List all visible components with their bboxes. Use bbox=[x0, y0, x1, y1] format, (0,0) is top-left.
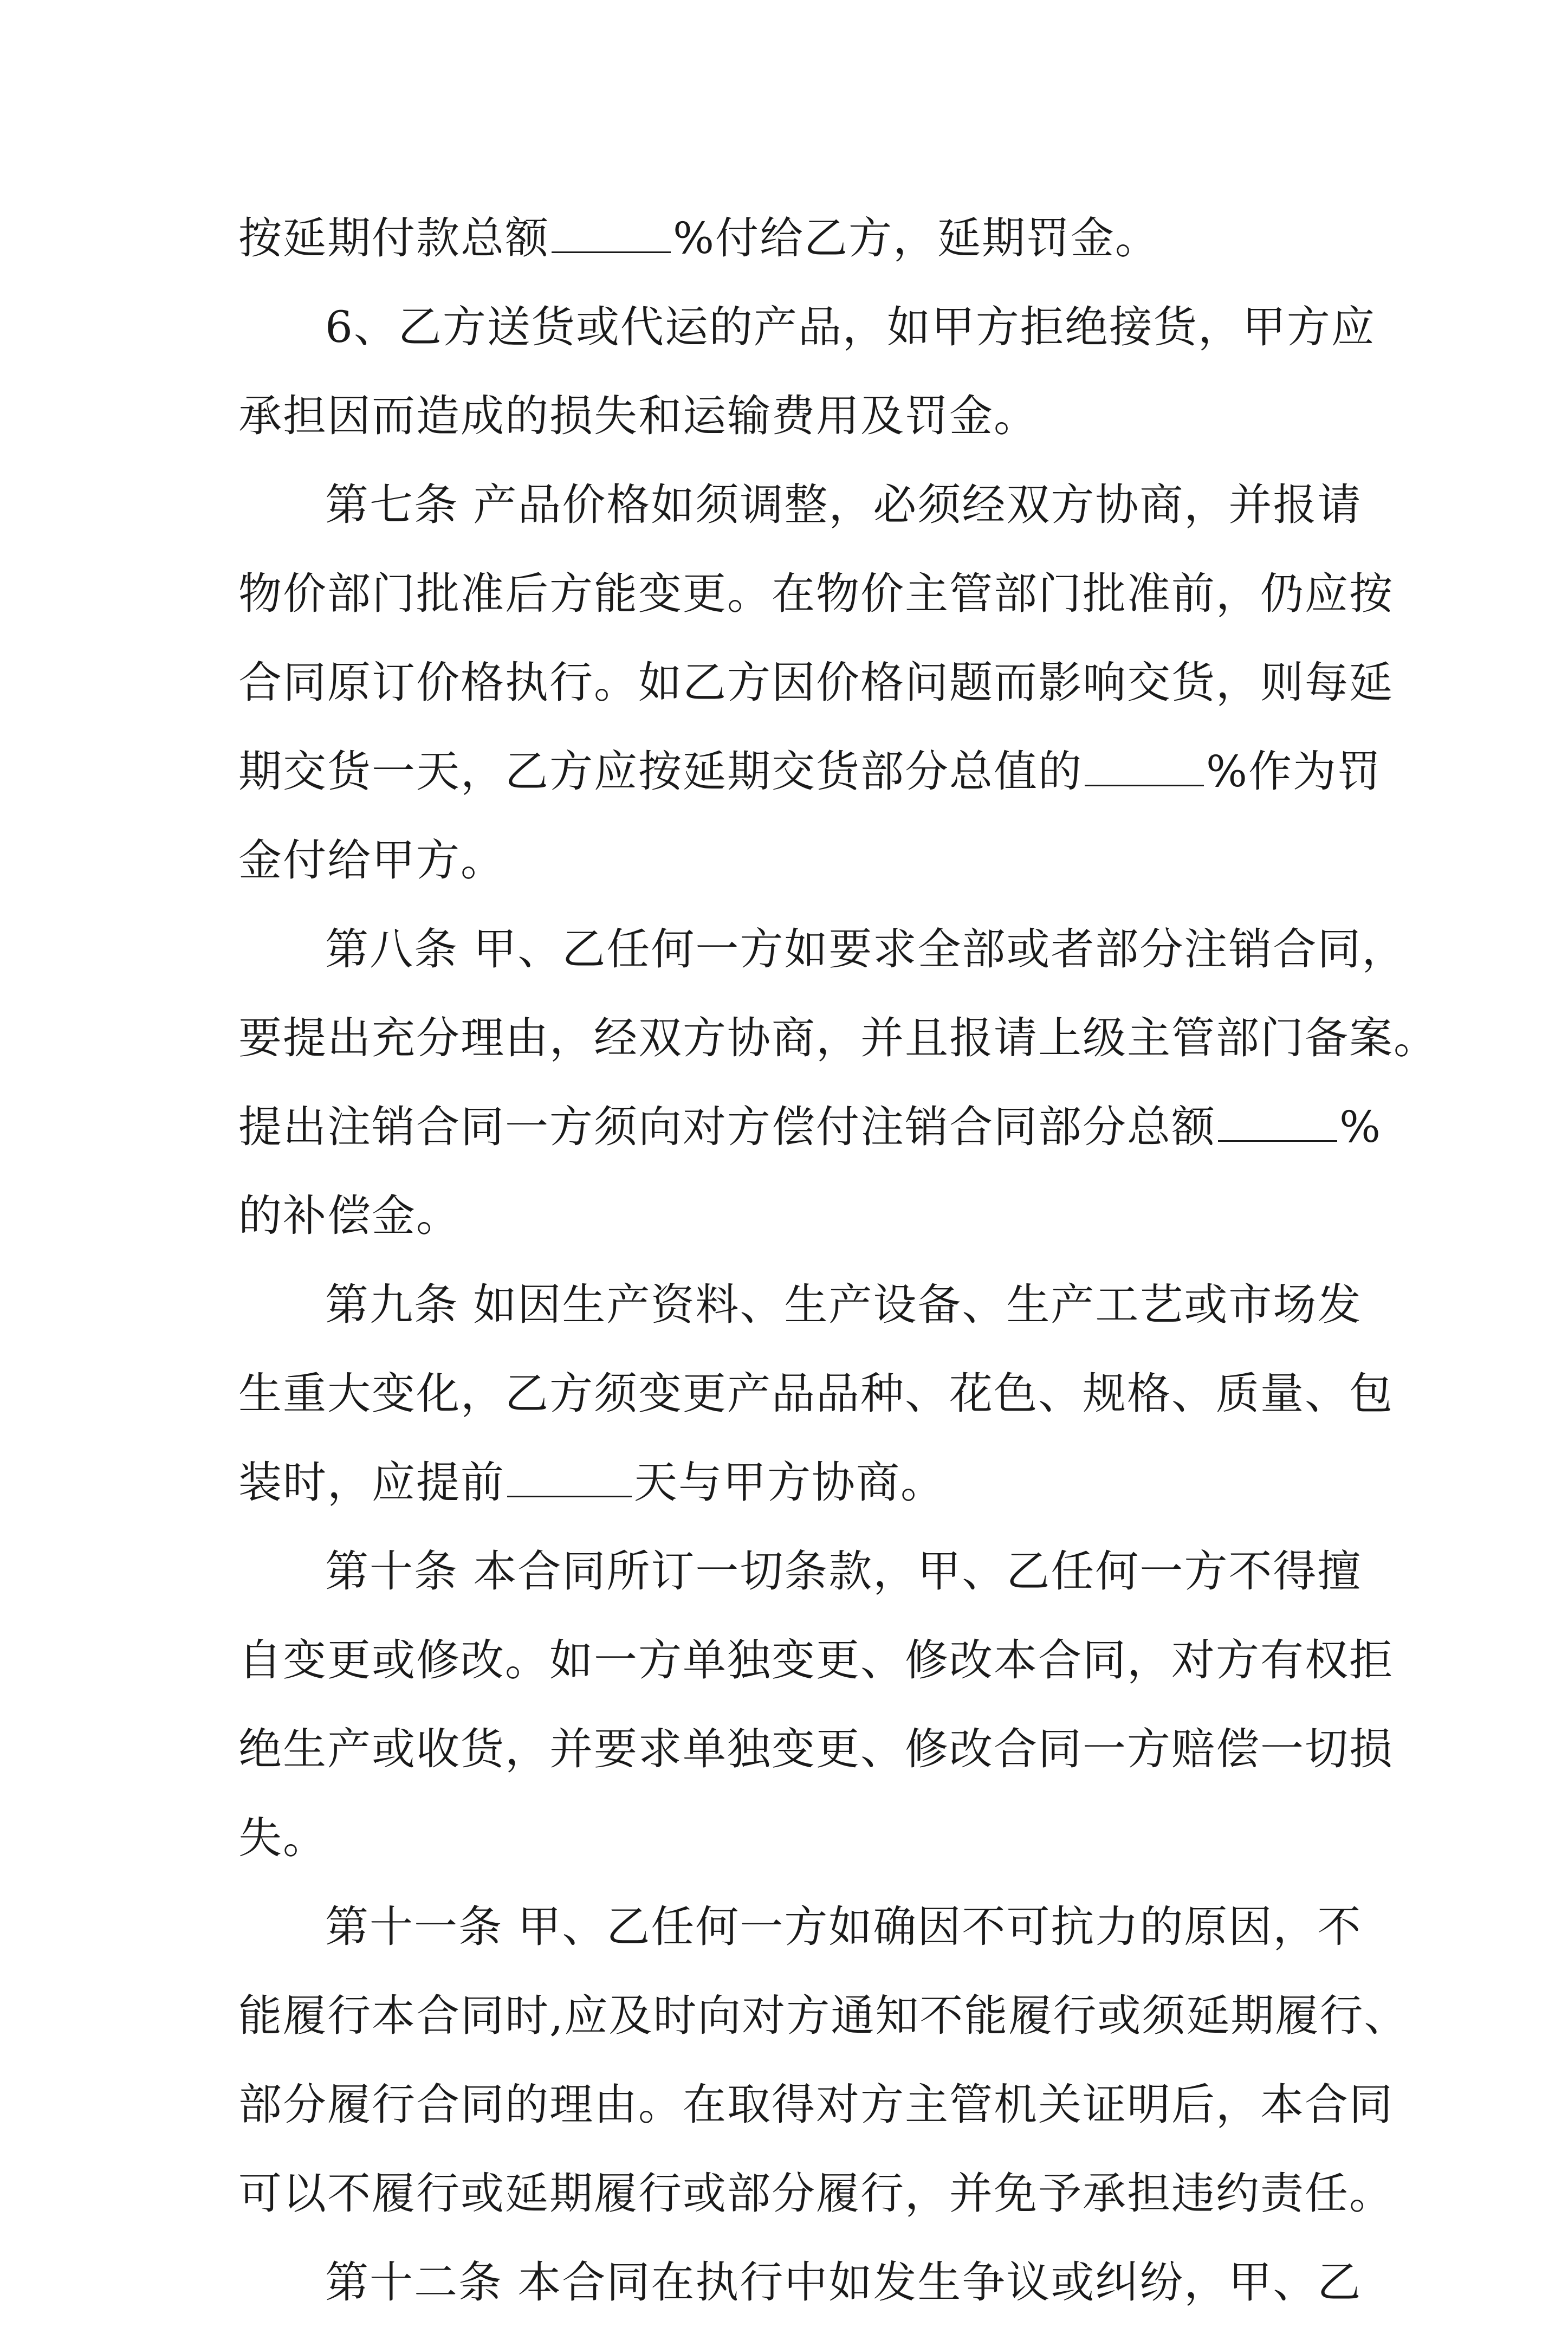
text-line: 可以不履行或延期履行或部分履行，并免予承担违约责任。 bbox=[238, 2168, 1394, 2219]
text-line: 金付给甲方。 bbox=[238, 835, 505, 885]
fill-in-blank bbox=[1218, 1102, 1337, 1142]
text-line: 失。 bbox=[238, 1813, 327, 1863]
text-line bbox=[238, 727, 1382, 816]
text-line bbox=[238, 194, 1344, 283]
text-line: 要提出充分理由，经双方协商，并且报请上级主管部门备案。 bbox=[238, 1013, 1438, 1063]
clause-heading-line: 第九条 如因生产资料、生产设备、生产工艺或市场发 bbox=[325, 1279, 1362, 1330]
text-line: 物价部门批准后方能变更。在物价主管部门批准前，仍应按 bbox=[238, 568, 1394, 619]
text-line bbox=[238, 1083, 1382, 1172]
text-segment: 天与甲方协商。 bbox=[634, 1457, 945, 1508]
text-line: 的补偿金。 bbox=[238, 1191, 461, 1241]
text-line: 6、乙方送货或代运的产品，如甲方拒绝接货，甲方应 bbox=[325, 302, 1376, 352]
text-line: 能履行本合同时,应及时向对方通知不能履行或须延期履行、 bbox=[238, 1990, 1409, 2041]
text-segment: % bbox=[1339, 1102, 1382, 1152]
text-line: 绝生产或收货，并要求单独变更、修改合同一方赔偿一切损 bbox=[238, 1724, 1394, 1774]
fill-in-blank bbox=[552, 214, 671, 253]
text-line: 合同原订价格执行。如乙方因价格问题而影响交货，则每延 bbox=[238, 657, 1394, 708]
text-segment: %付给乙方，延期罚金。 bbox=[673, 213, 1160, 263]
text-line: 自变更或修改。如一方单独变更、修改本合同，对方有权拒 bbox=[238, 1635, 1394, 1685]
text-segment: %作为罚 bbox=[1206, 746, 1382, 797]
clause-heading-line: 第十条 本合同所订一切条款，甲、乙任何一方不得擅 bbox=[325, 1546, 1362, 1596]
text-segment: 提出注销合同一方须向对方偿付注销合同部分总额 bbox=[238, 1102, 1216, 1152]
contract-body bbox=[238, 194, 1438, 2327]
clause-heading-line: 第八条 甲、乙任何一方如要求全部或者部分注销合同， bbox=[325, 924, 1407, 974]
fill-in-blank bbox=[507, 1458, 632, 1497]
text-segment: 按延期付款总额 bbox=[238, 213, 549, 263]
fill-in-blank bbox=[1085, 747, 1204, 786]
text-line: 承担因而造成的损失和运输费用及罚金。 bbox=[238, 391, 1038, 441]
text-line: 生重大变化，乙方须变更产品品种、花色、规格、质量、包 bbox=[238, 1368, 1394, 1419]
text-line bbox=[238, 1438, 1344, 1527]
text-segment: 期交货一天，乙方应按延期交货部分总值的 bbox=[238, 746, 1083, 797]
text-segment: 装时，应提前 bbox=[238, 1457, 505, 1508]
clause-heading-line: 第十一条 甲、乙任何一方如确因不可抗力的原因，不 bbox=[325, 1902, 1362, 1952]
clause-heading-line: 第十二条 本合同在执行中如发生争议或纠纷，甲、乙 bbox=[325, 2257, 1362, 2307]
text-line: 部分履行合同的理由。在取得对方主管机关证明后，本合同 bbox=[238, 2079, 1394, 2130]
clause-heading-line: 第七条 产品价格如须调整，必须经双方协商，并报请 bbox=[325, 480, 1362, 530]
